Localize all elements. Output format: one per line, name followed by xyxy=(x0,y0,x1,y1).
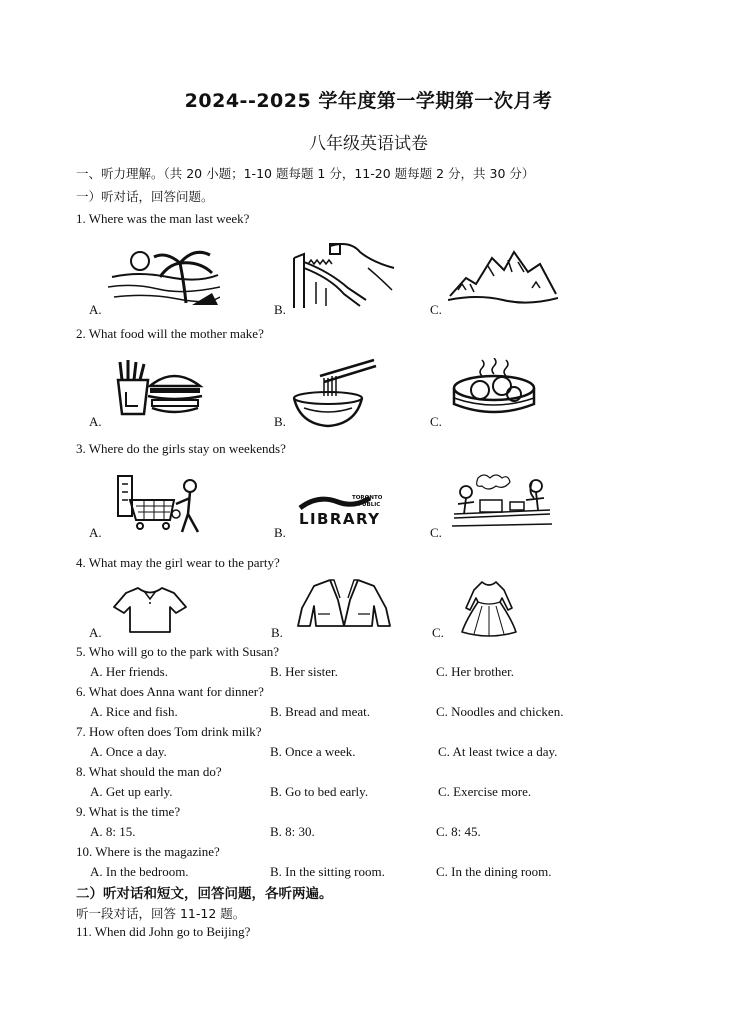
question-6: 6. What does Anna want for dinner? xyxy=(76,684,264,699)
option-c: C. Exercise more. xyxy=(438,784,532,799)
option-label-c: C. xyxy=(430,302,442,317)
great-wall-icon xyxy=(290,238,396,308)
option-label-a: A. xyxy=(89,414,102,429)
option-a: A. Get up early. xyxy=(90,784,173,799)
option-label-c: C. xyxy=(430,525,442,540)
subsection-heading-2: 二）听对话和短文，回答问题，各听两遍。 xyxy=(76,886,333,902)
option-label-b: B. xyxy=(274,302,286,317)
library-sign-side: PUBLIC xyxy=(358,502,381,508)
subsection-heading: 一）听对话，回答问题。 xyxy=(76,189,214,204)
option-a: A. 8: 15. xyxy=(90,824,136,839)
option-label-a: A. xyxy=(89,525,102,540)
option-c: C. 8: 45. xyxy=(436,824,481,839)
option-label-c: C. xyxy=(430,414,442,429)
option-c: C. At least twice a day. xyxy=(438,744,558,759)
t-shirt-icon xyxy=(112,585,188,635)
option-label-a: A. xyxy=(89,302,102,317)
option-label-b: B. xyxy=(274,414,286,429)
question-7: 7. How often does Tom drink milk? xyxy=(76,724,262,739)
library-sign-icon xyxy=(298,492,382,528)
option-b: B. Go to bed early. xyxy=(270,784,369,799)
option-a: A. Rice and fish. xyxy=(90,704,178,719)
question-4: 4. What may the girl wear to the party? xyxy=(76,555,280,570)
question-1: 1. Where was the man last week? xyxy=(76,211,250,226)
question-11: 11. When did John go to Beijing? xyxy=(76,924,251,939)
steamed-buns-icon xyxy=(450,358,540,420)
question-8: 8. What should the man do? xyxy=(76,764,222,779)
option-a: A. Her friends. xyxy=(90,664,168,679)
fries-burger-icon xyxy=(112,358,212,418)
option-label-b: B. xyxy=(274,525,286,540)
dress-icon xyxy=(460,580,518,638)
section-heading: 一、听力理解。（共 20 小题；1-10 题每题 1 分，11-20 题每题 2 分，共 30 分） xyxy=(76,166,535,181)
question-5: 5. Who will go to the park with Susan? xyxy=(76,644,280,659)
option-b: B. Once a week. xyxy=(270,744,356,759)
mountains-icon xyxy=(448,244,558,304)
option-c: C. In the dining room. xyxy=(436,864,552,879)
question-10: 10. Where is the magazine? xyxy=(76,844,220,859)
option-b: B. Bread and meat. xyxy=(270,704,370,719)
option-a: A. Once a day. xyxy=(90,744,167,759)
library-sign-main: LIBRARY xyxy=(299,510,379,528)
page-subtitle: 八年级英语试卷 xyxy=(309,134,428,154)
painting-class-icon xyxy=(450,470,554,528)
beach-palm-icon xyxy=(108,243,220,307)
option-b: B. In the sitting room. xyxy=(270,864,385,879)
option-c: C. Noodles and chicken. xyxy=(436,704,564,719)
option-label-c: C. xyxy=(432,625,444,640)
page-title: 2024--2025 学年度第一学期第一次月考 xyxy=(184,90,553,112)
question-3: 3. Where do the girls stay on weekends? xyxy=(76,441,286,456)
option-a: A. In the bedroom. xyxy=(90,864,189,879)
library-sign-top: TORONTO xyxy=(352,495,382,501)
option-b: B. 8: 30. xyxy=(270,824,315,839)
question-9: 9. What is the time? xyxy=(76,804,181,819)
option-b: B. Her sister. xyxy=(270,664,338,679)
option-c: C. Her brother. xyxy=(436,664,514,679)
noodles-bowl-icon xyxy=(290,356,380,428)
question-2: 2. What food will the mother make? xyxy=(76,326,264,341)
jacket-icon xyxy=(296,578,392,628)
instruction-text: 听一段对话，回答 11-12 题。 xyxy=(76,906,246,921)
option-label-b: B. xyxy=(271,625,283,640)
supermarket-cart-icon xyxy=(110,472,210,534)
option-label-a: A. xyxy=(89,625,102,640)
